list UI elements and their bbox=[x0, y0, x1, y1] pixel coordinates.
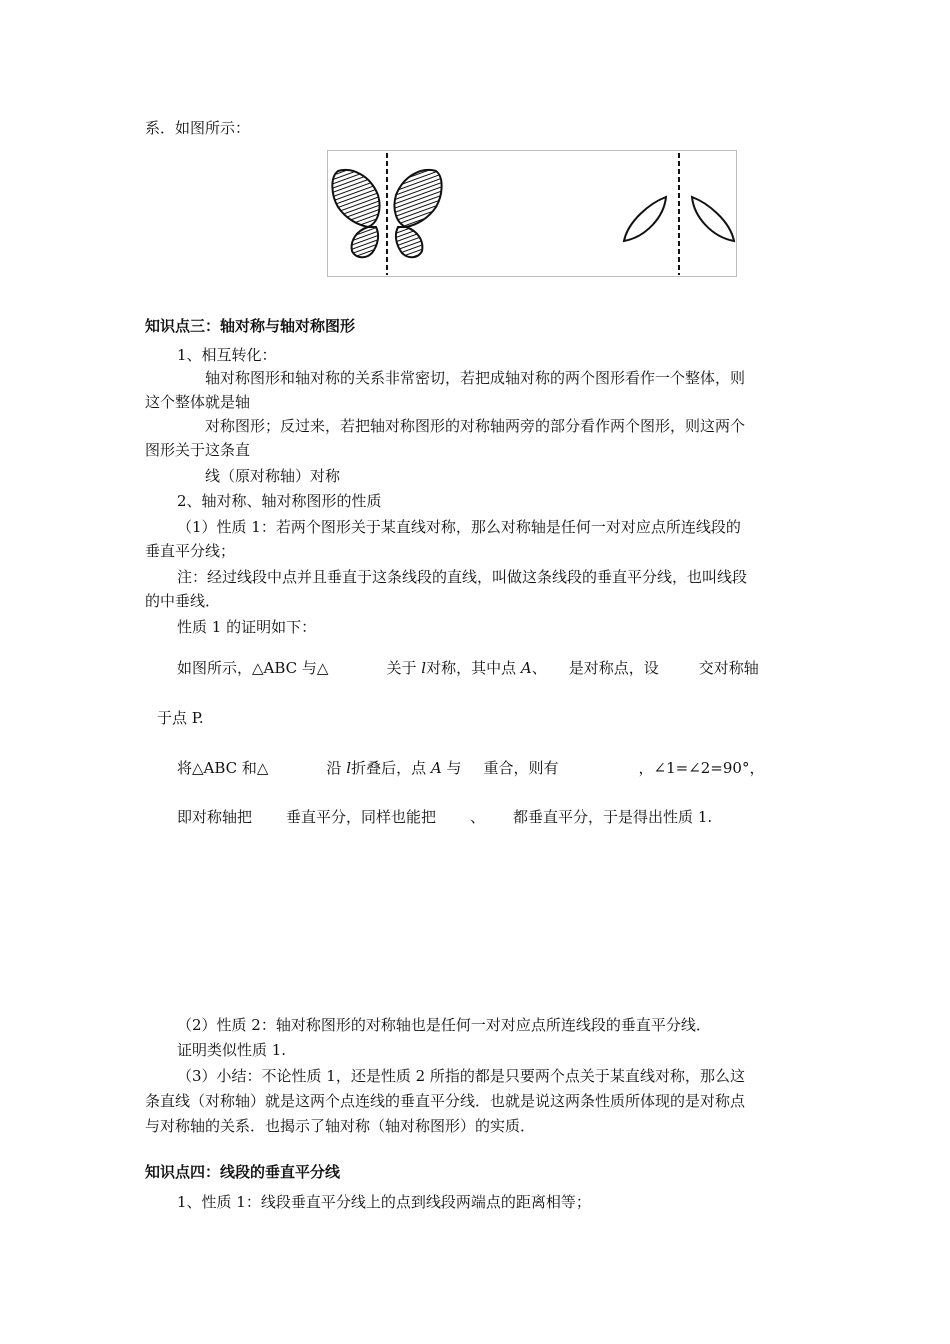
intro-text: 系．如图所示： bbox=[145, 119, 251, 137]
note-line1: 注：经过线段中点并且垂直于这条线段的直线，叫做这条线段的垂直平分线，也叫线段 bbox=[177, 568, 748, 586]
prop1-line1: （1）性质 1：若两个图形关于某直线对称，那么对称轴是任何一对对应点所连线段的 bbox=[177, 518, 741, 536]
proof-c1: 将△ABC 和△ bbox=[177, 759, 269, 777]
proof-c2: 沿 bbox=[326, 759, 342, 777]
prop2-line: （2）性质 2：轴对称图形的对称轴也是任何一对对应点所连线段的垂直平分线． bbox=[177, 1016, 711, 1034]
section4-item1: 1、性质 1：线段垂直平分线上的点到线段两端点的距离相等； bbox=[177, 1193, 591, 1211]
proof-c4: 折叠后，点 bbox=[351, 759, 427, 777]
proof-title: 性质 1 的证明如下： bbox=[177, 618, 317, 636]
butterfly-right-lower-wing bbox=[396, 227, 422, 257]
proof-a7: 是对称点，设 bbox=[568, 659, 659, 677]
item1-line3: 对称图形；反过来，若把轴对称图形的对称轴两旁的部分看作两个图形，则这两个 bbox=[205, 417, 746, 435]
item1-title: 1、相互转化： bbox=[177, 346, 277, 364]
summary-line2: 条直线（对称轴）就是这两个点连线的垂直平分线．也就是说这两条性质所体现的是对称点 bbox=[145, 1092, 746, 1110]
proof-a2: 关于 bbox=[386, 659, 417, 677]
proof-d2: 垂直平分，同样也能把 bbox=[286, 808, 437, 826]
proof-line-d bbox=[177, 807, 712, 827]
proof-c7: 重合，则有 bbox=[483, 759, 559, 777]
item1-line1: 轴对称图形和轴对称的关系非常密切，若把成轴对称的两个图形看作一个整体，则 bbox=[205, 369, 746, 387]
right-leaf bbox=[692, 197, 734, 241]
proof-c8: ，∠1=∠2=90°， bbox=[638, 759, 765, 777]
proof-a4: 对称，其中点 bbox=[426, 659, 517, 677]
prop1-line2: 垂直平分线； bbox=[145, 542, 236, 560]
proof-d4: 都垂直平分，于是得出性质 1. bbox=[513, 808, 713, 826]
symmetry-figure bbox=[327, 150, 737, 277]
proof-a3: l bbox=[421, 659, 427, 677]
butterfly-left-lower-wing bbox=[352, 227, 378, 257]
proof-a8: 交对称轴 bbox=[698, 659, 759, 677]
symmetry-illustration bbox=[328, 151, 736, 276]
proof-line-c bbox=[177, 758, 764, 778]
item2-title: 2、轴对称、轴对称图形的性质 bbox=[177, 492, 382, 510]
summary-line3: 与对称轴的关系．也揭示了轴对称（轴对称图形）的实质． bbox=[145, 1117, 536, 1135]
proof-a5: A bbox=[520, 659, 532, 677]
proof-d3: 、 bbox=[470, 808, 486, 826]
left-leaf bbox=[624, 197, 666, 241]
section3-title: 知识点三：轴对称与轴对称图形 bbox=[145, 317, 356, 335]
item1-line2: 这个整体就是轴 bbox=[145, 393, 251, 411]
proof-a1: 如图所示，△ABC 与△ bbox=[177, 659, 329, 677]
proof-c5: A bbox=[430, 759, 442, 777]
prop2-proof: 证明类似性质 1. bbox=[177, 1041, 287, 1059]
proof-c6: 与 bbox=[446, 759, 462, 777]
butterfly-left-upper-wing bbox=[332, 170, 379, 227]
note-line2: 的中垂线． bbox=[145, 592, 221, 610]
item1-line4: 图形关于这条直 bbox=[145, 441, 251, 459]
proof-d1: 即对称轴把 bbox=[177, 808, 253, 826]
proof-line-b: 于点 P. bbox=[157, 709, 204, 727]
section4-title: 知识点四：线段的垂直平分线 bbox=[145, 1163, 341, 1181]
proof-c3: l bbox=[346, 759, 352, 777]
item1-line5: 线（原对称轴）对称 bbox=[205, 467, 341, 485]
summary-line1: （3）小结：不论性质 1，还是性质 2 所指的都是只要两个点关于某直线对称，那么这 bbox=[177, 1067, 745, 1085]
proof-a6: 、 bbox=[531, 659, 547, 677]
butterfly-right-upper-wing bbox=[394, 170, 441, 227]
proof-line-a bbox=[177, 658, 759, 678]
